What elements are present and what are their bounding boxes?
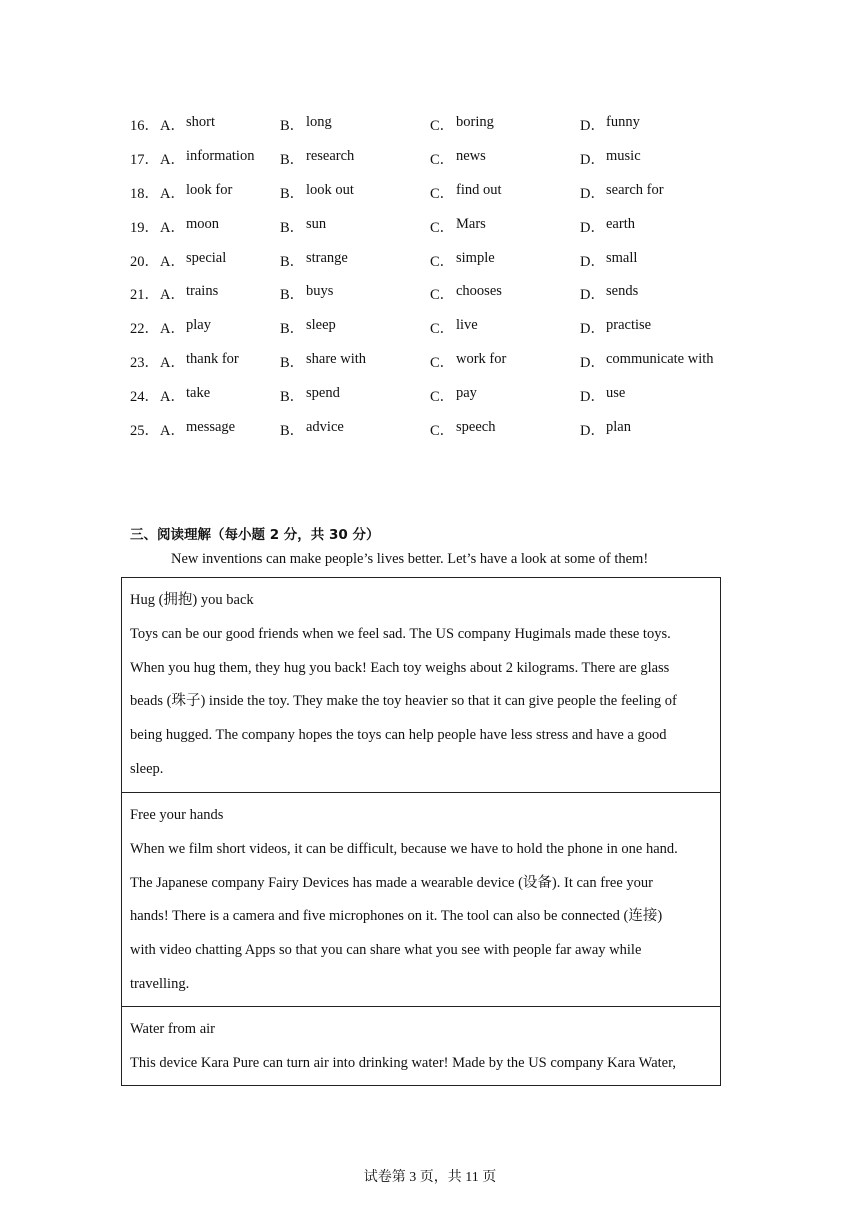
option-letter: B． (280, 118, 305, 135)
passage-title: Water from air (130, 1021, 215, 1037)
option-d-text: communicate with (606, 350, 714, 367)
option-letter: B． (280, 388, 305, 405)
option-b-text: sleep (306, 317, 336, 334)
option-letter: C． (430, 185, 455, 202)
passage-title: Free your hands (130, 807, 224, 823)
option-letter: C． (430, 422, 455, 439)
passage-line: hands! There is a camera and five microphones on it. The tool can also be connected (连接) (130, 908, 663, 925)
option-letter: B． (280, 219, 305, 236)
question-row (130, 176, 750, 210)
question-row (130, 243, 750, 277)
option-d-text: practise (606, 317, 652, 334)
section-intro: New inventions can make people’s lives better. Let’s have a look at some of them! (171, 551, 649, 567)
option-d-text: music (606, 148, 641, 165)
question-row (130, 209, 750, 243)
question-row (130, 345, 750, 379)
option-a-text: trains (186, 283, 219, 300)
option-a-text: thank for (186, 350, 239, 367)
question-row (130, 108, 750, 142)
option-b-text: look out (306, 181, 354, 198)
passage-line: When we film short videos, it can be difficult, because we have to hold the phone in one hand. (130, 840, 678, 857)
passage-line: When you hug them, they hug you back! Each toy weighs about 2 kilograms. There are glass (130, 659, 670, 676)
question-number: 18． (130, 185, 159, 202)
option-letter: A． (160, 152, 185, 169)
option-letter: A． (160, 422, 185, 439)
option-letter: B． (280, 253, 305, 270)
section-title: 三、阅读理解（每小题 2 分，共 30 分） (130, 527, 380, 543)
reading-table (121, 577, 721, 1086)
passage-line: This device Kara Pure can turn air into drinking water! Made by the US company Kara Water, (130, 1054, 676, 1071)
question-row (130, 378, 750, 412)
option-c-text: simple (456, 249, 495, 266)
passage-line: Toys can be our good friends when we feel sad. The US company Hugimals made these toys. (130, 625, 671, 642)
option-c-text: news (456, 148, 486, 165)
option-letter: D． (580, 118, 605, 135)
option-d-text: small (606, 249, 638, 266)
option-letter: D． (580, 422, 605, 439)
option-letter: B． (280, 185, 305, 202)
page-footer: 试卷第 3 页，共 11 页 (363, 1170, 497, 1185)
question-row (130, 142, 750, 176)
option-d-text: sends (606, 283, 639, 300)
question-number: 22． (130, 321, 159, 338)
option-letter: D． (580, 185, 605, 202)
option-c-text: Mars (456, 215, 486, 232)
option-letter: A． (160, 287, 185, 304)
option-letter: A． (160, 354, 185, 371)
question-row (130, 311, 750, 345)
question-number: 21． (130, 287, 159, 304)
passage-line: with video chatting Apps so that you can share what you see with people far away while (130, 942, 642, 959)
option-a-text: special (186, 249, 227, 266)
option-a-text: information (186, 148, 255, 165)
option-letter: A． (160, 185, 185, 202)
passage-hug (122, 578, 720, 793)
answer-options (130, 108, 750, 446)
option-a-text: take (186, 384, 211, 401)
question-number: 24． (130, 388, 159, 405)
question-number: 17． (130, 152, 159, 169)
option-letter: B． (280, 422, 305, 439)
option-letter: A． (160, 321, 185, 338)
option-b-text: sun (306, 215, 327, 232)
option-d-text: funny (606, 114, 640, 131)
passage-free-hands (122, 793, 720, 1007)
option-b-text: buys (306, 283, 334, 300)
option-d-text: search for (606, 181, 664, 198)
option-letter: D． (580, 388, 605, 405)
question-number: 16． (130, 118, 159, 135)
option-c-text: speech (456, 418, 496, 435)
option-letter: B． (280, 152, 305, 169)
option-letter: A． (160, 219, 185, 236)
question-number: 23． (130, 354, 159, 371)
option-b-text: spend (306, 384, 340, 401)
option-b-text: share with (306, 350, 366, 367)
option-a-text: short (186, 114, 215, 131)
option-letter: C． (430, 219, 455, 236)
option-letter: A． (160, 118, 185, 135)
option-c-text: chooses (456, 283, 502, 300)
option-letter: C． (430, 354, 455, 371)
question-number: 19． (130, 219, 159, 236)
question-number: 25． (130, 422, 159, 439)
option-c-text: pay (456, 384, 477, 401)
option-letter: C． (430, 152, 455, 169)
option-c-text: boring (456, 114, 494, 131)
option-b-text: research (306, 148, 355, 165)
question-row (130, 277, 750, 311)
question-number: 20． (130, 253, 159, 270)
option-letter: D． (580, 287, 605, 304)
option-a-text: moon (186, 215, 220, 232)
passage-line: travelling. (130, 975, 190, 992)
passage-title: Hug (拥抱) you back (130, 592, 254, 608)
option-letter: C． (430, 253, 455, 270)
option-letter: A． (160, 388, 185, 405)
option-d-text: plan (606, 418, 631, 435)
option-b-text: advice (306, 418, 344, 435)
option-d-text: earth (606, 215, 635, 232)
option-c-text: live (456, 317, 478, 334)
option-a-text: message (186, 418, 236, 435)
option-a-text: play (186, 317, 211, 334)
option-letter: D． (580, 253, 605, 270)
option-letter: C． (430, 388, 455, 405)
option-c-text: find out (456, 181, 502, 198)
option-letter: C． (430, 321, 455, 338)
option-b-text: strange (306, 249, 348, 266)
option-letter: B． (280, 287, 305, 304)
option-a-text: look for (186, 181, 233, 198)
passage-line: sleep. (130, 760, 164, 777)
option-b-text: long (306, 114, 332, 131)
option-letter: D． (580, 152, 605, 169)
option-c-text: work for (456, 350, 507, 367)
option-letter: B． (280, 354, 305, 371)
question-row (130, 412, 750, 446)
passage-line: being hugged. The company hopes the toys can help people have less stress and have a good (130, 727, 667, 744)
passage-line: The Japanese company Fairy Devices has made a wearable device (设备). It can free your (130, 874, 653, 891)
option-letter: C． (430, 287, 455, 304)
option-d-text: use (606, 384, 626, 401)
option-letter: D． (580, 354, 605, 371)
option-letter: A． (160, 253, 185, 270)
option-letter: D． (580, 219, 605, 236)
option-letter: D． (580, 321, 605, 338)
option-letter: C． (430, 118, 455, 135)
option-letter: B． (280, 321, 305, 338)
passage-line: beads (珠子) inside the toy. They make the toy heavier so that it can give people the feeling of (130, 693, 677, 710)
passage-water (122, 1007, 720, 1085)
